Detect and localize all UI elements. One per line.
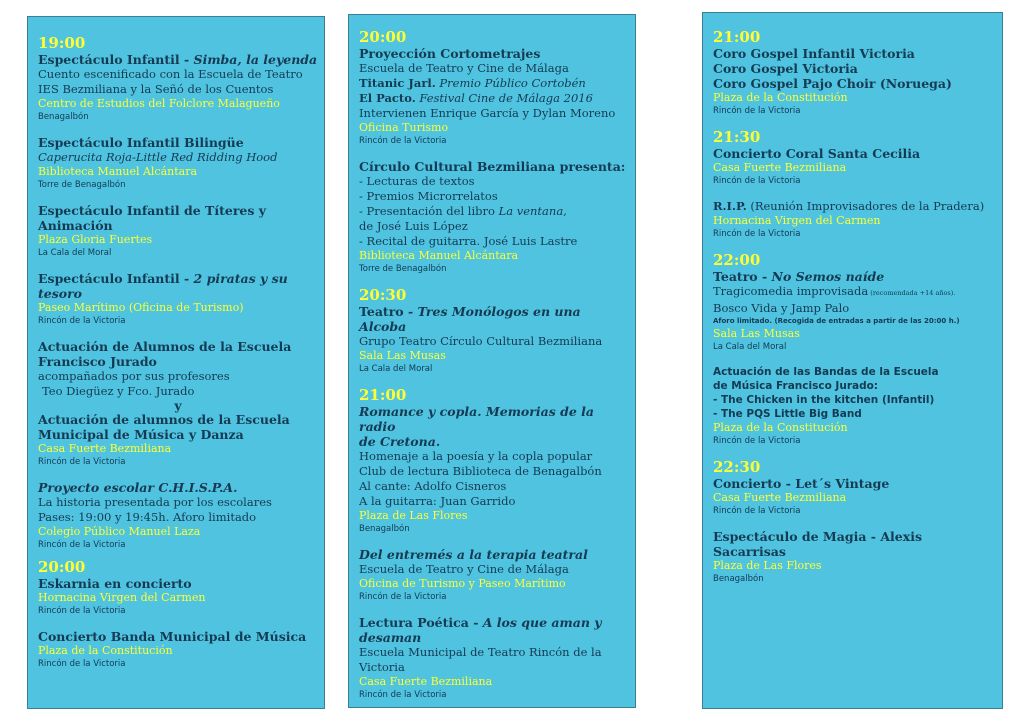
event-description: Bosco Vida y Jamp Palo [713, 301, 850, 315]
event-venue: Biblioteca Manuel Alcántara [359, 249, 519, 262]
event-title: Actuación de las Bandas de la Escuela [713, 366, 939, 378]
event-town: La Cala del Moral [713, 342, 787, 352]
event-town: Rincón de la Victoria [38, 457, 126, 467]
time-heading: 20:30 [359, 286, 407, 304]
event-title: Espectáculo Infantil - Simba, la leyenda [38, 52, 318, 67]
event-description: Titanic Jarl. Premio Público Cortobén [359, 76, 586, 90]
event-block [38, 203, 318, 259]
event-block [359, 404, 629, 535]
event-title: R.I.P. (Reunión Improvisadores de la Pradera) [713, 199, 985, 213]
event-venue: Plaza Gloria Fuertes [38, 233, 153, 246]
event-title: Teatro - No Semos naíde [713, 269, 885, 284]
event-title: Proyecto escolar C.H.I.S.P.A. [38, 480, 238, 495]
event-description: Intervienen Enrique García y Dylan Moreno [359, 106, 616, 120]
event-town: Rincón de la Victoria [38, 316, 126, 326]
event-town: Benagalbón [713, 574, 764, 584]
event-note: Aforo limitado. (Recogida de entradas a partir de las 20:00 h.) [713, 317, 960, 325]
event-venue: Centro de Estudios del Folclore Malagueño [38, 97, 280, 110]
program-column-3 [702, 12, 1003, 709]
event-description: - Premios Microrrelatos [359, 189, 498, 203]
event-title: Proyección Cortometrajes [359, 46, 541, 61]
conjunction: y [174, 398, 182, 413]
time-heading: 21:30 [713, 128, 761, 146]
event-description: de José Luis López [359, 219, 468, 233]
event-description: Escuela de Teatro y Cine de Málaga [359, 61, 569, 75]
event-title: Concierto - Let´s Vintage [713, 476, 890, 491]
event-town: Rincón de la Victoria [38, 606, 126, 616]
event-description: El Pacto. Festival Cine de Málaga 2016 [359, 91, 593, 105]
event-description: Teo Diegüez y Fco. Jurado [42, 384, 195, 398]
event-venue: Plaza de Las Flores [359, 509, 468, 522]
event-venue: Paseo Marítimo (Oficina de Turismo) [38, 301, 244, 314]
event-title: Francisco Jurado [38, 354, 157, 369]
event-title: Concierto Coral Santa Cecilia [713, 146, 921, 161]
event-title: Lectura Poética - A los que aman y desaman [359, 615, 602, 645]
event-venue: Plaza de la Constitución [713, 421, 848, 434]
event-venue: Sala Las Musas [359, 349, 446, 362]
event-description: Homenaje a la poesía y la copla popular [359, 449, 593, 463]
event-title: Eskarnia en concierto [38, 576, 192, 591]
event-town: Rincón de la Victoria [713, 436, 801, 446]
event-description: - Lecturas de textos [359, 174, 475, 188]
event-venue: Oficina Turismo [359, 121, 449, 134]
event-description: Escuela Municipal de Teatro Rincón de la Victoria [359, 645, 602, 674]
event-town: Rincón de la Victoria [713, 106, 801, 116]
event-block [38, 480, 318, 551]
event-title: Círculo Cultural Bezmiliana presenta: [359, 159, 626, 174]
event-title: Coro Gospel Victoria [713, 61, 858, 76]
event-venue: Colegio Público Manuel Laza [38, 525, 201, 538]
time-heading: 22:30 [713, 458, 761, 476]
event-block [359, 547, 629, 603]
event-town: Benagalbón [359, 524, 410, 534]
event-title: Espectáculo de Magia - Alexis Sacarrisas [713, 529, 922, 559]
event-venue: Casa Fuerte Bezmiliana [359, 675, 493, 688]
event-town: Rincón de la Victoria [38, 659, 126, 669]
event-venue: Oficina de Turismo y Paseo Marítimo [359, 577, 566, 590]
event-description: Escuela de Teatro y Cine de Málaga [359, 562, 569, 576]
event-description: La historia presentada por los escolares [38, 495, 272, 509]
event-title: Espectáculo Infantil - 2 piratas y su tesoro [38, 271, 288, 301]
event-block [713, 46, 996, 117]
event-town: Rincón de la Victoria [713, 229, 801, 239]
event-block [713, 199, 996, 240]
event-block [359, 159, 629, 275]
event-town: Benagalbón [38, 112, 89, 122]
event-venue: Sala Las Musas [713, 327, 800, 340]
event-description: IES Bezmiliana y la Señó de los Cuentos [38, 82, 274, 96]
event-town: Rincón de la Victoria [713, 506, 801, 516]
event-block [359, 615, 629, 701]
event-title: Espectáculo Infantil de Títeres y Animación [38, 203, 267, 233]
time-heading: 20:00 [359, 28, 407, 46]
event-title: - The PQS Little Big Band [713, 408, 862, 420]
event-description: - Recital de guitarra. José Luis Lastre [359, 234, 578, 248]
event-town: Rincón de la Victoria [38, 540, 126, 550]
event-town: La Cala del Moral [38, 248, 112, 258]
event-title: Concierto Banda Municipal de Música [38, 629, 307, 644]
event-description: Pases: 19:00 y 19:45h. Aforo limitado [38, 510, 257, 524]
event-block [38, 271, 318, 327]
event-block [38, 629, 318, 670]
event-block [713, 529, 996, 585]
event-block [713, 146, 996, 187]
event-title: de Música Francisco Jurado: [713, 380, 879, 392]
event-venue: Hornacina Virgen del Carmen [38, 591, 206, 604]
event-town: Rincón de la Victoria [359, 690, 447, 700]
event-block [713, 365, 996, 447]
time-heading: 20:00 [38, 558, 86, 576]
event-description: A la guitarra: Juan Garrido [359, 494, 516, 508]
event-town: Rincón de la Victoria [359, 136, 447, 146]
event-title: Actuación de alumnos de la Escuela [38, 412, 290, 427]
time-heading: 21:00 [713, 28, 761, 46]
time-heading: 22:00 [713, 251, 761, 269]
event-block [359, 304, 629, 375]
event-description: Club de lectura Biblioteca de Benagalbón [359, 464, 602, 478]
event-venue: Plaza de la Constitución [38, 644, 173, 657]
event-venue: Plaza de la Constitución [713, 91, 848, 104]
event-venue: Biblioteca Manuel Alcántara [38, 165, 198, 178]
event-title: Actuación de Alumnos de la Escuela [38, 339, 292, 354]
program-column-2 [348, 14, 636, 708]
event-town: Rincón de la Victoria [713, 176, 801, 186]
event-title: Coro Gospel Infantil Victoria [713, 46, 915, 61]
event-title: Municipal de Música y Danza [38, 427, 244, 442]
event-title: Coro Gospel Pajo Choir (Noruega) [713, 76, 952, 91]
event-venue: Casa Fuerte Bezmiliana [713, 491, 847, 504]
event-description: Al cante: Adolfo Cisneros [359, 479, 507, 493]
event-block [38, 52, 318, 123]
event-block [359, 46, 629, 147]
program-column-1 [27, 16, 325, 709]
event-town: Torre de Benagalbón [38, 180, 126, 190]
event-venue: Casa Fuerte Bezmiliana [713, 161, 847, 174]
event-venue: Hornacina Virgen del Carmen [713, 214, 881, 227]
event-town: Rincón de la Victoria [359, 592, 447, 602]
time-heading: 21:00 [359, 386, 407, 404]
event-title: Del entremés a la terapia teatral [359, 547, 588, 562]
event-venue: Plaza de Las Flores [713, 559, 822, 572]
event-title: Romance y copla. Memorias de la radio [359, 404, 594, 434]
event-description: Grupo Teatro Círculo Cultural Bezmiliana [359, 334, 603, 348]
event-subtitle: Caperucita Roja-Little Red Ridding Hood [38, 150, 278, 164]
event-description: Cuento escenificado con la Escuela de Teatro [38, 67, 303, 81]
event-town: La Cala del Moral [359, 364, 433, 374]
event-block [713, 269, 996, 353]
event-title: Espectáculo Infantil Bilingüe [38, 135, 244, 150]
event-block [713, 476, 996, 517]
event-block [38, 576, 318, 617]
event-title: - The Chicken in the kitchen (Infantil) [713, 394, 935, 406]
time-heading: 19:00 [38, 34, 86, 52]
event-title: Teatro - Tres Monólogos en una Alcoba [359, 304, 581, 334]
event-town: Torre de Benagalbón [359, 264, 447, 274]
event-block [38, 339, 318, 468]
event-description: acompañados por sus profesores [38, 369, 230, 383]
event-description: Tragicomedia improvisada (recomendada +14 años). [713, 284, 956, 298]
event-title: de Cretona. [359, 434, 441, 449]
event-description: - Presentación del libro La ventana, [359, 204, 567, 218]
event-venue: Casa Fuerte Bezmiliana [38, 442, 172, 455]
event-block [38, 135, 318, 191]
